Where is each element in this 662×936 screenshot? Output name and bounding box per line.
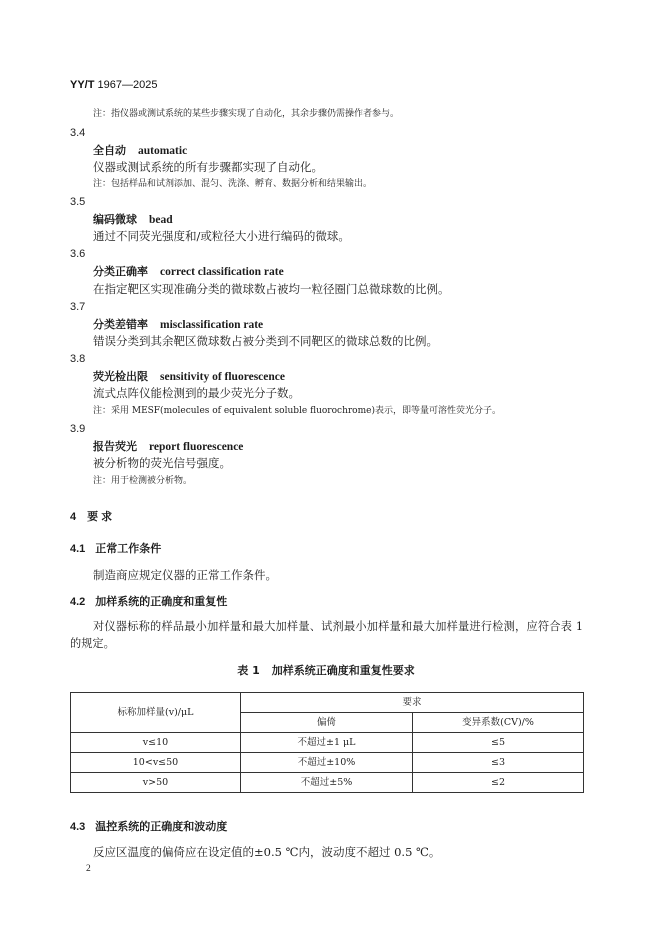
term-number-3-4: 3.4 bbox=[70, 127, 86, 139]
term-number-3-9: 3.9 bbox=[70, 423, 86, 435]
table-row bbox=[71, 753, 584, 773]
term-note-3-8: 注：采用 MESF(molecules of equivalent soluble fluorochrome)表示，即等量可溶性荧光分子。 bbox=[93, 406, 501, 416]
section-heading-4-1 bbox=[70, 540, 161, 557]
section-number: 4.3 bbox=[70, 821, 86, 833]
cell-volume: v≤10 bbox=[71, 733, 241, 753]
term-zh: 编码微球 bbox=[93, 213, 137, 226]
term-heading-3-7 bbox=[93, 316, 263, 333]
section-title: 温控系统的正确度和波动度 bbox=[95, 820, 228, 833]
section-text-4-3: 反应区温度的偏倚应在设定值的±0.5 ℃内，波动度不超过 0.5 ℃。 bbox=[93, 845, 441, 859]
term-en: sensitivity of fluorescence bbox=[160, 371, 285, 383]
section-heading-4 bbox=[70, 508, 115, 525]
term-en: report fluorescence bbox=[149, 441, 244, 453]
term-en: correct classification rate bbox=[160, 266, 284, 278]
table-caption-title: 加样系统正确度和重复性要求 bbox=[271, 664, 415, 677]
table-caption-number: 表 1 bbox=[237, 664, 260, 677]
cell-cv: ≤3 bbox=[413, 753, 584, 773]
section-title: 加样系统的正确度和重复性 bbox=[95, 595, 228, 608]
intro-note: 注：指仪器或测试系统的某些步骤实现了自动化，其余步骤仍需操作者参与。 bbox=[93, 109, 400, 119]
term-definition-3-7: 错误分类到其余靶区微球数占被分类到不同靶区的微球总数的比例。 bbox=[93, 334, 438, 348]
page-number: 2 bbox=[86, 864, 91, 874]
cell-bias: 不超过±5% bbox=[241, 773, 413, 793]
section-number: 4.1 bbox=[70, 543, 86, 555]
section-text-4-1: 制造商应规定仪器的正常工作条件。 bbox=[93, 568, 277, 582]
table-row bbox=[71, 733, 584, 753]
cell-bias: 不超过±10% bbox=[241, 753, 413, 773]
term-heading-3-9 bbox=[93, 438, 243, 455]
term-note-3-9: 注：用于检测被分析物。 bbox=[93, 476, 193, 486]
cell-volume: 10<v≤50 bbox=[71, 753, 241, 773]
section-heading-4-3 bbox=[70, 818, 227, 835]
term-zh: 荧光检出限 bbox=[93, 370, 148, 383]
term-zh: 全自动 bbox=[93, 144, 126, 157]
header-cv: 变异系数(CV)/% bbox=[413, 713, 584, 733]
cell-cv: ≤5 bbox=[413, 733, 584, 753]
term-zh: 分类正确率 bbox=[93, 265, 148, 278]
table-row bbox=[71, 773, 584, 793]
section-number: 4.2 bbox=[70, 596, 86, 608]
term-number-3-7: 3.7 bbox=[70, 301, 86, 313]
term-heading-3-5 bbox=[93, 211, 173, 228]
term-number-3-8: 3.8 bbox=[70, 353, 86, 365]
term-definition-3-6: 在指定靶区实现准确分类的微球数占被均一粒径圈门总微球数的比例。 bbox=[93, 282, 450, 296]
section-text-4-2-line2: 的规定。 bbox=[70, 637, 115, 650]
term-definition-3-8: 流式点阵仪能检测到的最少荧光分子数。 bbox=[93, 386, 300, 400]
section-title: 正常工作条件 bbox=[95, 542, 162, 555]
table-1 bbox=[70, 692, 584, 793]
standard-prefix: YY/T bbox=[70, 79, 95, 91]
header-bias: 偏倚 bbox=[241, 713, 413, 733]
cell-cv: ≤2 bbox=[413, 773, 584, 793]
table-1-caption bbox=[0, 663, 652, 679]
term-number-3-5: 3.5 bbox=[70, 196, 86, 208]
section-text-4-2-line1: 对仪器标称的样品最小加样量和最大加样量、试剂最小加样量和最大加样量进行检测，应符合表 1 bbox=[93, 620, 583, 633]
section-heading-4-2 bbox=[70, 593, 227, 610]
table-header-row bbox=[71, 693, 584, 713]
term-definition-3-4: 仪器或测试系统的所有步骤都实现了自动化。 bbox=[93, 160, 323, 174]
term-note-3-4: 注：包括样品和试剂添加、混匀、洗涤、孵育、数据分析和结果输出。 bbox=[93, 179, 373, 189]
term-definition-3-5: 通过不同荧光强度和/或粒径大小进行编码的微球。 bbox=[93, 229, 350, 243]
term-number-3-6: 3.6 bbox=[70, 248, 86, 260]
term-heading-3-4 bbox=[93, 142, 187, 159]
cell-volume: v>50 bbox=[71, 773, 241, 793]
document-header bbox=[70, 77, 157, 93]
term-en: automatic bbox=[138, 145, 188, 157]
standard-number: 1967—2025 bbox=[97, 79, 158, 91]
term-zh: 分类差错率 bbox=[93, 318, 148, 331]
term-heading-3-8 bbox=[93, 368, 285, 385]
header-volume: 标称加样量(v)/μL bbox=[71, 693, 241, 733]
header-requirements: 要求 bbox=[241, 693, 584, 713]
cell-bias: 不超过±1 μL bbox=[241, 733, 413, 753]
term-en: misclassification rate bbox=[160, 319, 264, 331]
term-en: bead bbox=[149, 214, 173, 226]
section-title: 要求 bbox=[87, 510, 116, 523]
term-zh: 报告荧光 bbox=[93, 440, 137, 453]
term-heading-3-6 bbox=[93, 263, 284, 280]
term-definition-3-9: 被分析物的荧光信号强度。 bbox=[93, 456, 231, 470]
section-number: 4 bbox=[70, 511, 77, 523]
